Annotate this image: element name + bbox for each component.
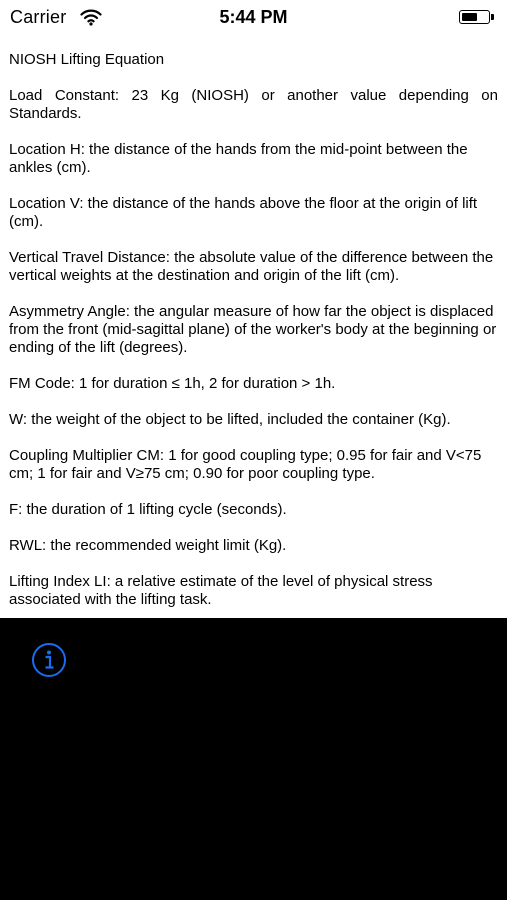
definition-weight: W: the weight of the object to be lifted, included the container (Kg).: [9, 411, 451, 428]
status-bar: [0, 0, 507, 36]
definition-load-constant: Load Constant: 23 Kg (NIOSH) or another value depending on Standards.: [9, 87, 498, 122]
status-time: 5:44 PM: [219, 7, 288, 27]
definition-asymmetry-angle: Asymmetry Angle: the angular measure of how far the object is displaced from the front (mid-sagittal plane) of the worker's body at the beginning or ending of the lift (degrees).: [9, 303, 497, 356]
definition-coupling-multiplier: Coupling Multiplier CM: 1 for good coupling type; 0.95 for fair and V<75 cm; 1 for fair and V≥75 cm; 0.90 for poor coupling type.: [9, 447, 482, 482]
carrier-label: Carrier: [10, 7, 67, 27]
definition-lifting-index: Lifting Index LI: a relative estimate of the level of physical stress associated with the lifting task.: [9, 573, 433, 608]
battery-icon: [459, 10, 495, 26]
definition-rwl: RWL: the recommended weight limit (Kg).: [9, 537, 287, 554]
definition-fm-code: FM Code: 1 for duration ≤ 1h, 2 for duration > 1h.: [9, 375, 336, 392]
info-text-panel: [0, 36, 507, 618]
page-title: NIOSH Lifting Equation: [9, 51, 165, 68]
info-button[interactable]: [31, 642, 67, 678]
definition-frequency: F: the duration of 1 lifting cycle (seconds).: [9, 501, 287, 518]
definition-vertical-travel: Vertical Travel Distance: the absolute value of the difference between the vertical weights at the destination and origin of the lift (cm).: [9, 249, 494, 284]
definition-location-v: Location V: the distance of the hands above the floor at the origin of lift (cm).: [9, 195, 478, 230]
definition-location-h: Location H: the distance of the hands from the mid-point between the ankles (cm).: [9, 141, 468, 176]
info-icon: [33, 644, 65, 676]
